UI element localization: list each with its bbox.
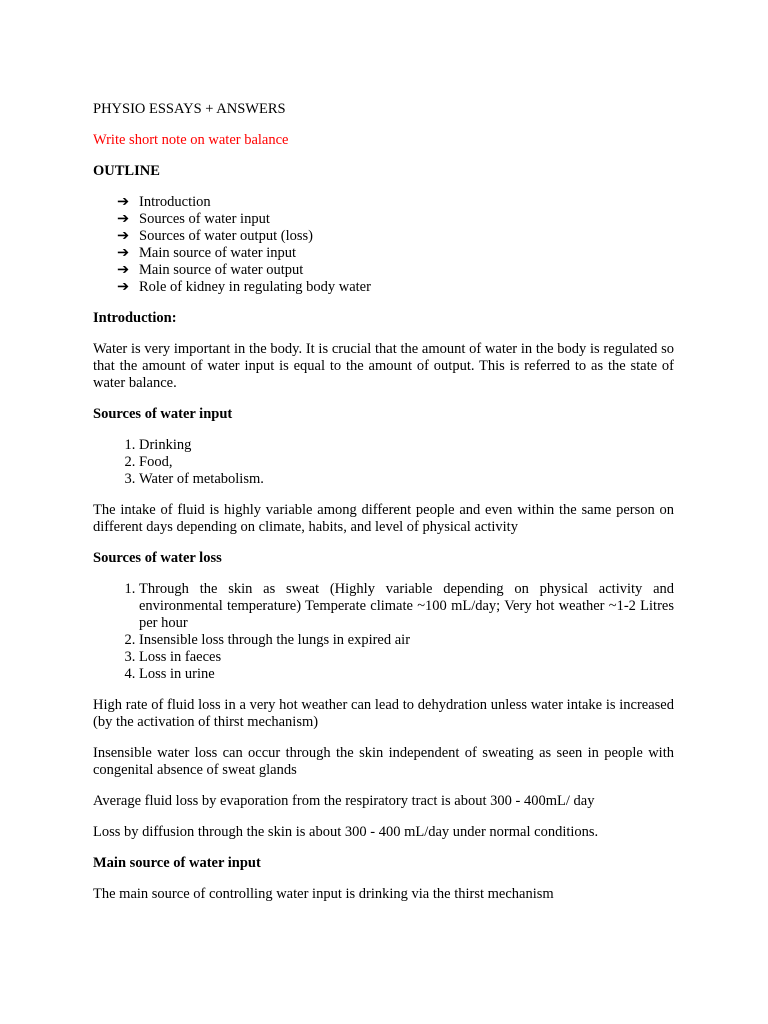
water-loss-paragraph: Insensible water loss can occur through the skin independent of sweating as seen in people with congenital absence of sweat glands [93, 745, 674, 778]
water-loss-heading: Sources of water loss [93, 550, 222, 566]
arrow-right-icon: ➔ [117, 194, 130, 210]
list-item: 3. Water of metabolism. [139, 471, 674, 488]
water-loss-paragraph: Average fluid loss by evaporation from the respiratory tract is about 300 - 400mL/ day [93, 793, 595, 809]
arrow-right-icon: ➔ [117, 211, 130, 227]
outline-item: ➔ Main source of water output [117, 262, 304, 278]
list-item: 1. Drinking [139, 437, 674, 454]
main-input-heading: Main source of water input [93, 855, 261, 871]
outline-item: ➔ Main source of water input [117, 245, 297, 261]
outline-item: ➔ Role of kidney in regulating body water [117, 279, 371, 295]
outline-list [93, 194, 674, 296]
main-input-paragraph: The main source of controlling water input is drinking via the thirst mechanism [93, 886, 554, 902]
outline-item: ➔ Introduction [117, 194, 211, 210]
document-title: PHYSIO ESSAYS + ANSWERS [93, 101, 286, 117]
arrow-right-icon: ➔ [117, 245, 130, 261]
water-input-list [93, 437, 674, 488]
introduction-heading: Introduction: [93, 310, 177, 326]
list-item: 2. Food, [139, 454, 674, 471]
water-loss-list [93, 581, 674, 683]
outline-item: ➔ Sources of water input [117, 211, 270, 227]
water-input-note: The intake of fluid is highly variable among different people and even within the same person on different days depending on climate, habits, and level of physical activity [93, 502, 674, 535]
list-item: 1. Through the skin as sweat (Highly variable depending on physical activity and environmental temperature) Temperate climate ~100 mL/day; Very hot weather ~1-2 Litres per hour [139, 581, 674, 632]
list-item: 3. Loss in faeces [139, 649, 674, 666]
arrow-right-icon: ➔ [117, 279, 130, 295]
water-loss-paragraph: High rate of fluid loss in a very hot weather can lead to dehydration unless water intake is increased (by the activation of thirst mechanism) [93, 697, 674, 730]
arrow-right-icon: ➔ [117, 228, 130, 244]
arrow-right-icon: ➔ [117, 262, 130, 278]
list-item: 4. Loss in urine [139, 666, 674, 683]
question-text: Write short note on water balance [93, 132, 289, 148]
water-input-heading: Sources of water input [93, 406, 233, 422]
water-loss-paragraph: Loss by diffusion through the skin is about 300 - 400 mL/day under normal conditions. [93, 824, 599, 840]
introduction-paragraph: Water is very important in the body. It is crucial that the amount of water in the body is regulated so that the amount of water input is equal to the amount of output. This is referred to as the state of water balance. [93, 341, 674, 391]
document-body [93, 101, 674, 917]
outline-item: ➔ Sources of water output (loss) [117, 228, 313, 244]
list-item: 2. Insensible loss through the lungs in expired air [139, 632, 674, 649]
outline-heading: OUTLINE [93, 163, 160, 179]
